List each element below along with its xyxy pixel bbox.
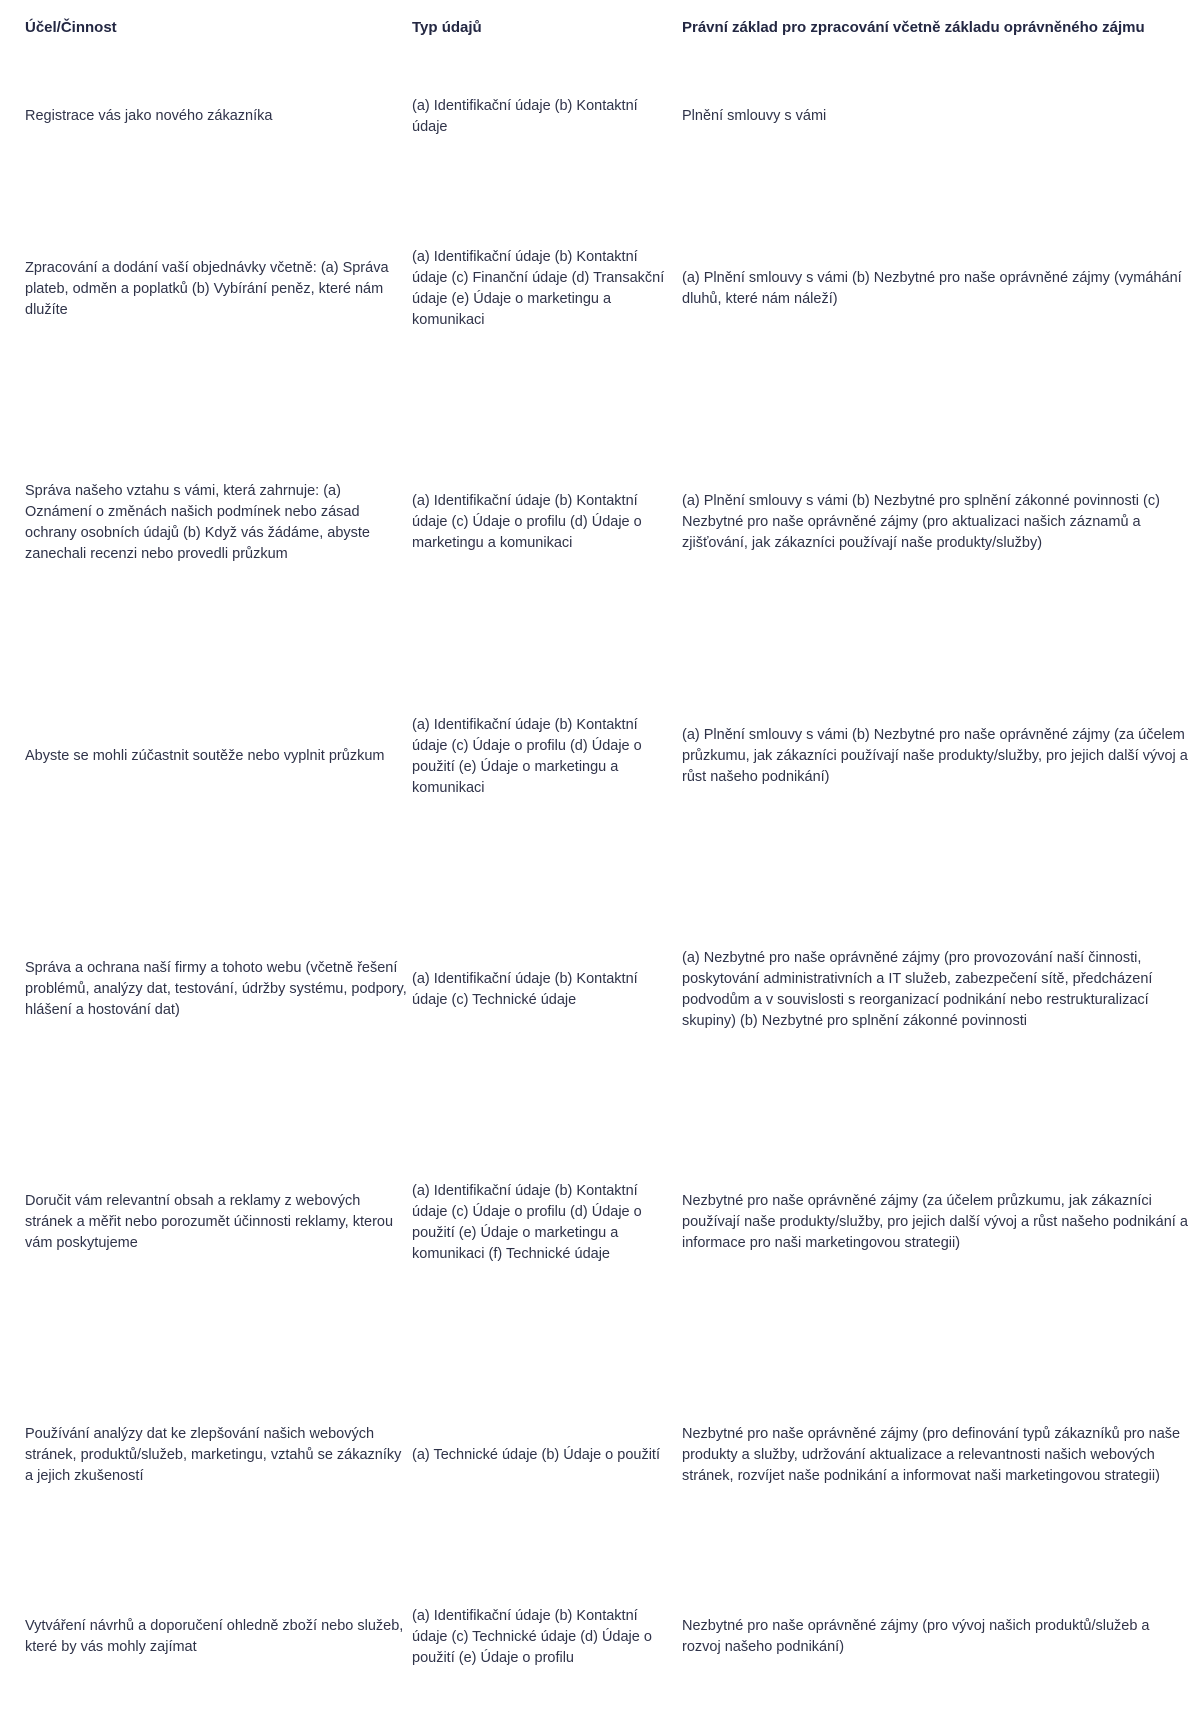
cell-data-type: (a) Identifikační údaje (b) Kontaktní údaje (c) Finanční údaje (d) Transakční údaje (e) Údaje o marketingu a komunikaci (412, 249, 665, 328)
cell-purpose: Abyste se mohli zúčastnit soutěže nebo vyplnit průzkum (25, 748, 385, 764)
cell-legal-basis: Plnění smlouvy s vámi (682, 108, 827, 124)
cell-legal-basis: Nezbytné pro naše oprávněné zájmy (za účelem průzkumu, jak zákazníci používají naše produkty/služby, pro jejich další vývoj a růst našeho podnikání a informace pro naši marketingovou strategii) (682, 1193, 1188, 1251)
cell-legal-basis: (a) Plnění smlouvy s vámi (b) Nezbytné pro splnění zákonné povinnosti (c) Nezbytné pro naše oprávněné zájmy (pro aktualizaci našich záznamů a zjišťování, jak zákazníci používají naše produkty/služby) (682, 493, 1160, 551)
cell-purpose: Správa a ochrana naší firmy a tohoto webu (včetně řešení problémů, analýzy dat, testování, údržby systému, podpory, hlášení a hostování dat) (25, 960, 407, 1018)
cell-legal-basis: Nezbytné pro naše oprávněné zájmy (pro vývoj našich produktů/služeb a rozvoj našeho podnikání) (682, 1618, 1150, 1655)
cell-legal-basis: Nezbytné pro naše oprávněné zájmy (pro definování typů zákazníků pro naše produkty a služby, udržování aktualizace a relevantnosti našich webových stránek, rozvíjet naše podnikání a informovat naši marketingovou strategii) (682, 1426, 1181, 1484)
cell-data-type: (a) Identifikační údaje (b) Kontaktní údaje (c) Údaje o profilu (d) Údaje o použití (e) Údaje o marketingu a komunikaci (f) Technické údaje (412, 1182, 642, 1262)
cell-legal-basis: (a) Nezbytné pro naše oprávněné zájmy (pro provozování naší činnosti, poskytování administrativních a IT služeb, zabezpečení sítě, předcházení podvodům a v souvislosti s reorganizací podnikání nebo restrukturalizací skupiny) (b) Nezbytné pro splnění zákonné povinnosti (682, 949, 1153, 1029)
cell-data-type: (a) Identifikační údaje (b) Kontaktní údaje (412, 97, 638, 135)
cell-purpose: Vytváření návrhů a doporučení ohledně zboží nebo služeb, které by vás mohly zajímat (25, 1618, 404, 1655)
table-header (0, 0, 1200, 60)
table-row (0, 173, 1200, 405)
table-row (0, 60, 1200, 173)
header-legal-basis: Právní základ pro zpracování včetně základu oprávněného zájmu (682, 19, 1145, 36)
cell-data-type: (a) Identifikační údaje (b) Kontaktní údaje (c) Technické údaje (412, 970, 638, 1008)
header-purpose: Účel/Činnost (25, 19, 117, 36)
cell-purpose: Zpracování a dodání vaší objednávky včetně: (a) Správa plateb, odměn a poplatků (b) Vybírání peněz, které nám dlužíte (25, 259, 389, 318)
table-row (0, 1106, 1200, 1339)
cell-purpose: Registrace vás jako nového zákazníka (25, 108, 273, 124)
table-row (0, 1572, 1200, 1702)
table-row (0, 1339, 1200, 1572)
cell-legal-basis: (a) Plnění smlouvy s vámi (b) Nezbytné pro naše oprávněné zájmy (za účelem průzkumu, jak zákazníci používají naše produkty/služby, pro jejich další vývoj a růst našeho podnikání) (682, 727, 1188, 785)
table-row (0, 405, 1200, 640)
cell-data-type: (a) Identifikační údaje (b) Kontaktní údaje (c) Technické údaje (d) Údaje o použití (e) Údaje o profilu (412, 1607, 652, 1666)
cell-data-type: (a) Technické údaje (b) Údaje o použití (412, 1447, 660, 1463)
table-row (0, 873, 1200, 1106)
header-data-type: Typ údajů (412, 19, 482, 36)
cell-data-type: (a) Identifikační údaje (b) Kontaktní údaje (c) Údaje o profilu (d) Údaje o marketingu a komunikaci (412, 493, 642, 551)
cell-data-type: (a) Identifikační údaje (b) Kontaktní údaje (c) Údaje o profilu (d) Údaje o použití (e) Údaje o marketingu a komunikaci (412, 716, 642, 796)
cell-purpose: Doručit vám relevantní obsah a reklamy z webových stránek a měřit nebo porozumět účinnosti reklamy, kterou vám poskytujeme (25, 1193, 394, 1251)
cell-purpose: Používání analýzy dat ke zlepšování našich webových stránek, produktů/služeb, marketingu, vztahů se zákazníky a jejich zkušeností (25, 1426, 402, 1484)
cell-legal-basis: (a) Plnění smlouvy s vámi (b) Nezbytné pro naše oprávněné zájmy (vymáhání dluhů, které nám náleží) (682, 270, 1182, 307)
table-row (0, 640, 1200, 873)
cell-purpose: Správa našeho vztahu s vámi, která zahrnuje: (a) Oznámení o změnách našich podmínek nebo zásad ochrany osobních údajů (b) Když vás žádáme, abyste zanechali recenzi nebo provedli průzkum (25, 482, 370, 562)
